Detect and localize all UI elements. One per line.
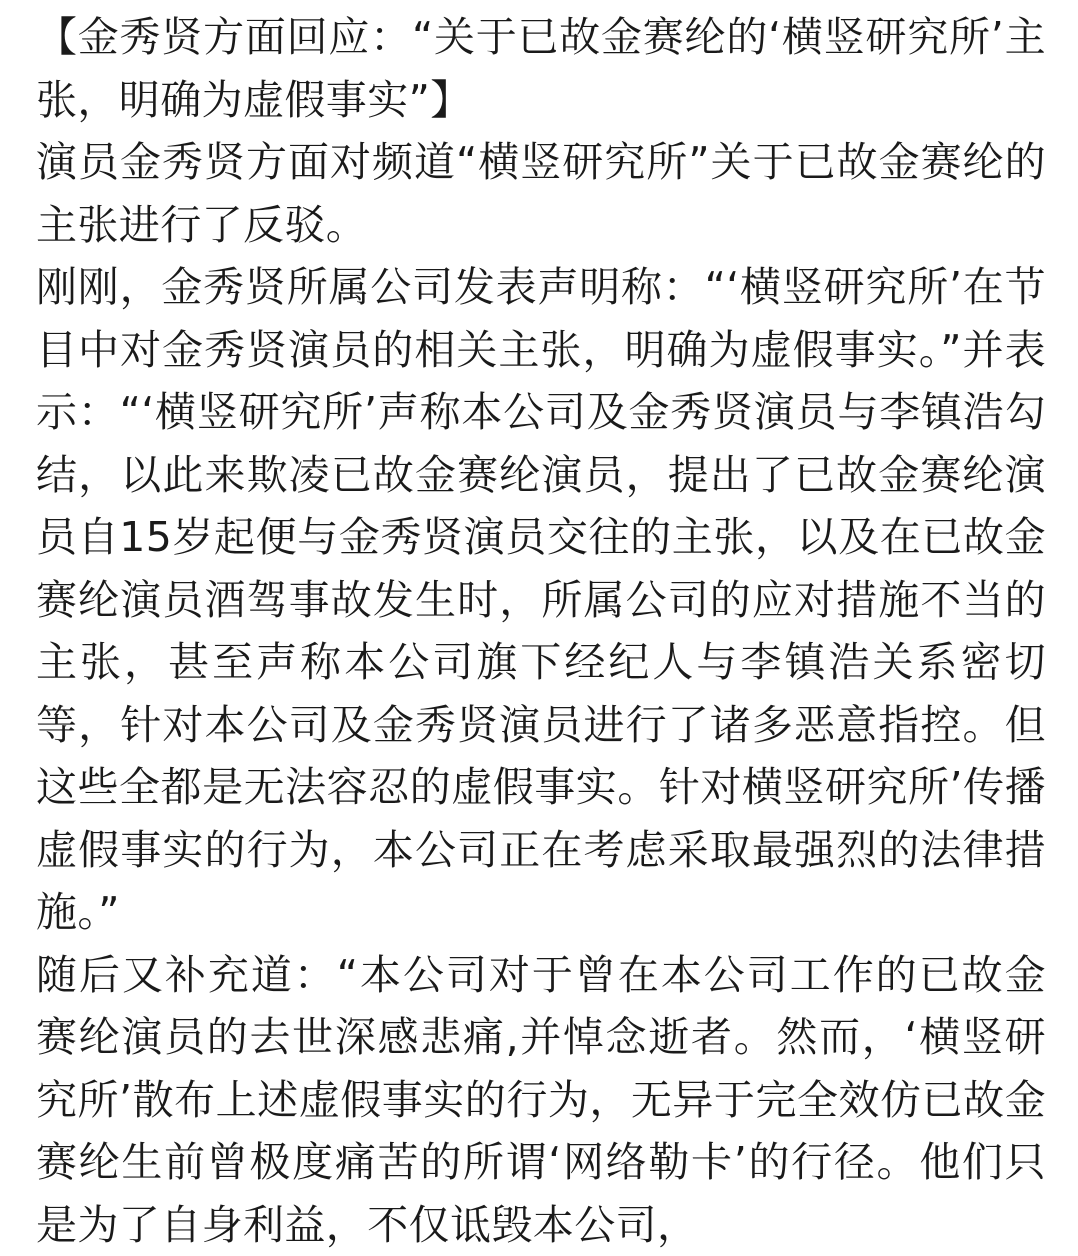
- post-body: [36, 6, 1046, 1256]
- post-headline: 【金秀贤方面回应：“关于已故金赛纶的‘横竖研究所’主张，明确为虚假事实”】: [36, 6, 1046, 131]
- post-paragraph: 刚刚，金秀贤所属公司发表声明称：“‘横竖研究所’在节目中对金秀贤演员的相关主张，明确为虚假事实。”并表示：“‘横竖研究所’声称本公司及金秀贤演员与李镇浩勾结，以此来欺凌已故金赛纶演员，提出了已故金赛纶演员自15岁起便与金秀贤演员交往的主张，以及在已故金赛纶演员酒驾事故发生时，所属公司的应对措施不当的主张，甚至声称本公司旗下经纪人与李镇浩关系密切等，针对本公司及金秀贤演员进行了诸多恶意指控。但这些全都是无法容忍的虚假事实。针对横竖研究所’传播虚假事实的行为，本公司正在考虑采取最强烈的法律措施。”: [36, 256, 1046, 944]
- post-paragraph: 随后又补充道：“本公司对于曾在本公司工作的已故金赛纶演员的去世深感悲痛,并悼念逝者。然而，‘横竖研究所’散布上述虚假事实的行为，无异于完全效仿已故金赛纶生前曾极度痛苦的所谓‘网络勒卡’的行径。他们只是为了自身利益，不仅诋毁本公司，: [36, 944, 1046, 1256]
- post-paragraph: 演员金秀贤方面对频道“横竖研究所”关于已故金赛纶的主张进行了反驳。: [36, 131, 1046, 256]
